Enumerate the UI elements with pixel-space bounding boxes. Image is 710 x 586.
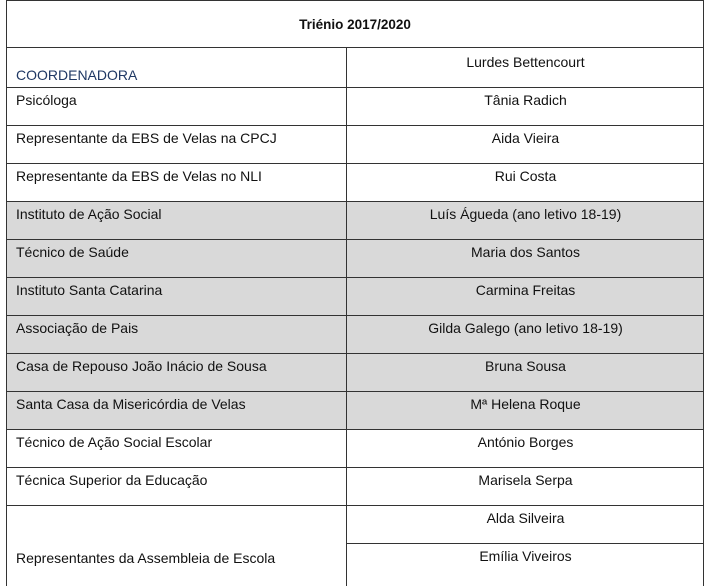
coordinator-role: COORDENADORA (16, 67, 138, 83)
name-text: Maria dos Santos (471, 244, 580, 260)
role-text: Técnico de Saúde (16, 244, 129, 260)
name-text: Aida Vieira (491, 130, 560, 146)
role-cell (7, 316, 347, 353)
role-text: Instituto de Ação Social (16, 206, 162, 222)
table-row (6, 354, 704, 392)
role-cell (7, 240, 347, 277)
assembly-name: Emília Viveiros (479, 548, 572, 564)
name-cell (347, 468, 704, 505)
table-row (6, 126, 704, 164)
name-cell (347, 354, 704, 391)
name-cell (347, 126, 704, 163)
role-text: Representantes da Assembleia de Escola (16, 550, 276, 566)
role-text: Técnico de Ação Social Escolar (16, 434, 213, 450)
role-cell (7, 88, 347, 125)
assembly-name: Alda Silveira (486, 510, 565, 526)
role-cell (7, 354, 347, 391)
role-cell (7, 202, 347, 239)
table-row-assembly (6, 506, 704, 586)
table-title: Triénio 2017/2020 (6, 0, 704, 48)
role-cell (7, 392, 347, 429)
name-cell (347, 48, 704, 87)
name-cell (347, 202, 704, 239)
table-row (6, 164, 704, 202)
name-text: Carmina Freitas (475, 282, 576, 298)
role-text: Instituto Santa Catarina (16, 282, 163, 298)
table-row (6, 202, 704, 240)
name-text: Gilda Galego (ano letivo 18-19) (428, 320, 623, 336)
role-cell (7, 506, 347, 586)
role-text: Santa Casa da Misericórdia de Velas (16, 396, 246, 412)
table-row (6, 468, 704, 506)
role-text: Técnica Superior da Educação (16, 472, 208, 488)
role-text: Representante da EBS de Velas no NLI (16, 168, 262, 184)
role-text: Representante da EBS de Velas na CPCJ (16, 130, 277, 146)
name-text: Bruna Sousa (485, 358, 566, 374)
table-row (6, 240, 704, 278)
name-cell (347, 164, 704, 201)
name-text: António Borges (477, 434, 574, 450)
coordinator-name: Lurdes Bettencourt (466, 54, 585, 70)
name-text: Luís Águeda (ano letivo 18-19) (429, 206, 622, 222)
role-cell (7, 164, 347, 201)
role-cell (7, 468, 347, 505)
name-cell (347, 240, 704, 277)
table-row (6, 278, 704, 316)
table-row (6, 430, 704, 468)
name-cell (347, 392, 704, 429)
table-row (6, 392, 704, 430)
role-text: Associação de Pais (16, 320, 139, 336)
cell-divider (347, 543, 704, 544)
name-cell (347, 88, 704, 125)
role-cell (7, 126, 347, 163)
name-cell (347, 506, 704, 586)
name-cell (347, 316, 704, 353)
name-text: Marisela Serpa (478, 472, 573, 488)
name-text: Rui Costa (494, 168, 557, 184)
role-cell (7, 430, 347, 467)
table-row (6, 88, 704, 126)
name-text: Tânia Radich (484, 92, 567, 108)
name-cell (347, 278, 704, 315)
role-cell (7, 278, 347, 315)
table-row (6, 316, 704, 354)
members-table (6, 0, 704, 576)
role-text: Casa de Repouso João Inácio de Sousa (16, 358, 267, 374)
role-text: Psicóloga (16, 92, 77, 108)
role-cell (7, 48, 347, 87)
name-cell (347, 430, 704, 467)
table-row-coordinator (6, 48, 704, 88)
name-text: Mª Helena Roque (470, 396, 581, 412)
